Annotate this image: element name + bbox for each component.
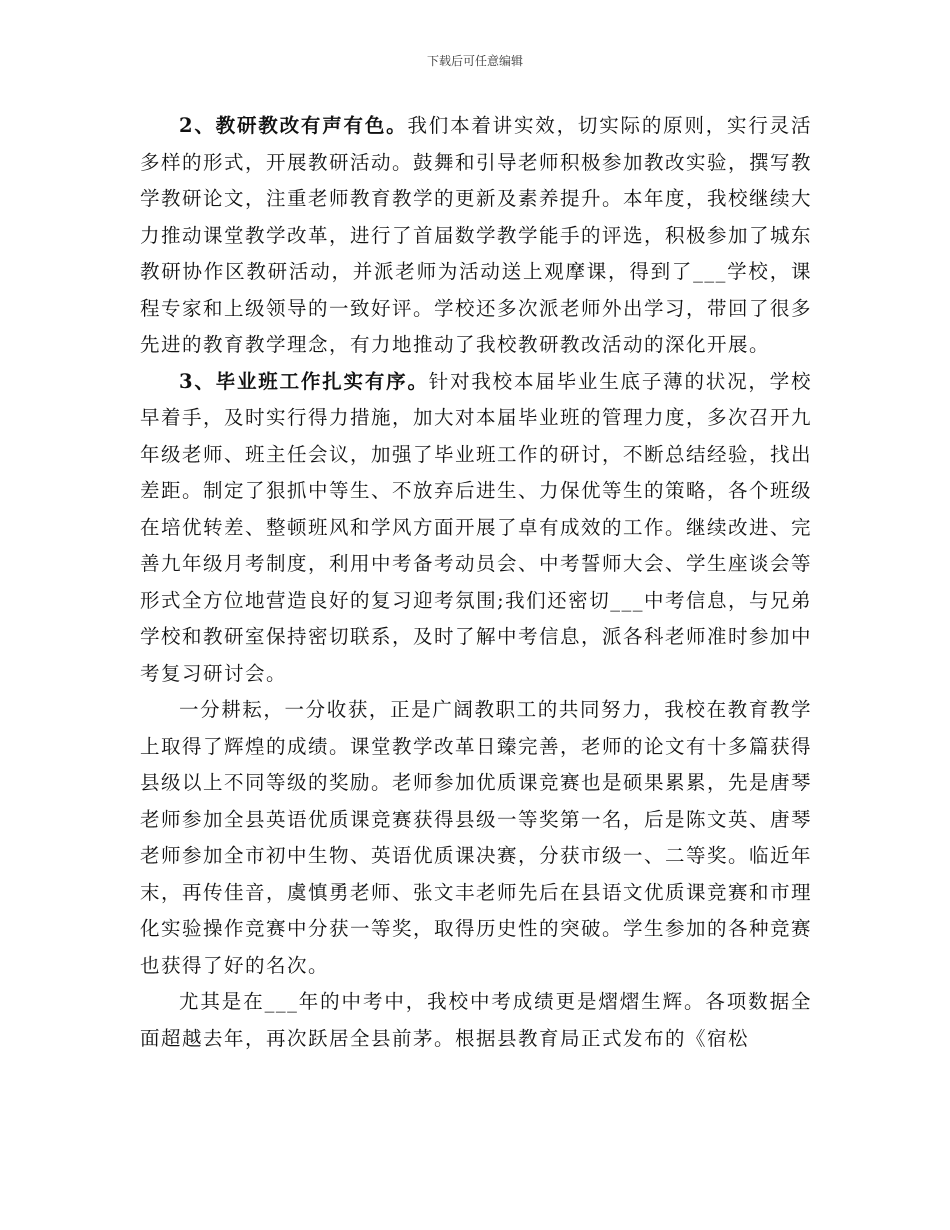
paragraph-teaching-research bbox=[140, 108, 812, 364]
paragraph-text: 一分耕耘，一分收获，正是广阔教职工的共同努力，我校在教育教学上取得了辉煌的成绩。课堂教学改革日臻完善，老师的论文有十多篇获得县级以上不同等级的奖励。老师参加优质课竞赛也是硕果累累，先是唐琴老师参加全县英语优质课竞赛获得县级一等奖第一名，后是陈文英、唐琴老师参加全市初中生物、英语优质课决赛，分获市级一、二等奖。临近年末，再传佳音，虞慎勇老师、张文丰老师先后在县语文优质课竞赛和市理化实验操作竞赛中分获一等奖，取得历史性的突破。学生参加的各种竞赛也获得了好的名次。 bbox=[140, 698, 813, 977]
paragraph-heading: 3、毕业班工作扎实有序。 bbox=[179, 369, 429, 393]
paragraph-graduating-class bbox=[140, 364, 812, 693]
paragraph-text: 尤其是在___年的中考中，我校中考成绩更是熠熠生辉。各项数据全面超越去年，再次跃居全县前茅。根据县教育局正式发布的《宿松 bbox=[140, 990, 812, 1050]
document-body bbox=[140, 108, 812, 1057]
paragraph-heading: 2、教研教改有声有色。 bbox=[179, 114, 408, 137]
page-header: 下载后可任意编辑 bbox=[426, 54, 523, 68]
paragraph-achievements bbox=[140, 692, 812, 984]
paragraph-text: 针对我校本届毕业生底子薄的状况，学校早着手，及时实行得力措施，加大对本届毕业班的管理力度，多次召开九年级老师、班主任会议，加强了毕业班工作的研讨，不断总结经验，找出差距。制定了狠抓中等生、不放弃后进生、力保优等生的策略，各个班级在培优转差、整顿班风和学风方面开展了卓有成效的工作。继续改进、完善九年级月考制度，利用中考备考动员会、中考誓师大会、学生座谈会等形式全方位地营造良好的复习迎考氛围;我们还密切___中考信息，与兄弟学校和教研室保持密切联系，及时了解中考信息，派各科老师准时参加中考复习研讨会。 bbox=[140, 369, 813, 685]
paragraph-text: 我们本着讲实效，切实际的原则，实行灵活多样的形式，开展教研活动。鼓舞和引导老师积极参加教改实验，撰写教学教研论文，注重老师教育教学的更新及素养提升。本年度，我校继续大力推动课堂教学改革，进行了首届数学教学能手的评选，积极参加了城东教研协作区教研活动，并派老师为活动送上观摩课，得到了___学校，课程专家和上级领导的一致好评。学校还多次派老师外出学习，带回了很多先进的教育教学理念，有力地推动了我校教研教改活动的深化开展。 bbox=[140, 114, 813, 356]
paragraph-exam-results bbox=[140, 984, 812, 1057]
